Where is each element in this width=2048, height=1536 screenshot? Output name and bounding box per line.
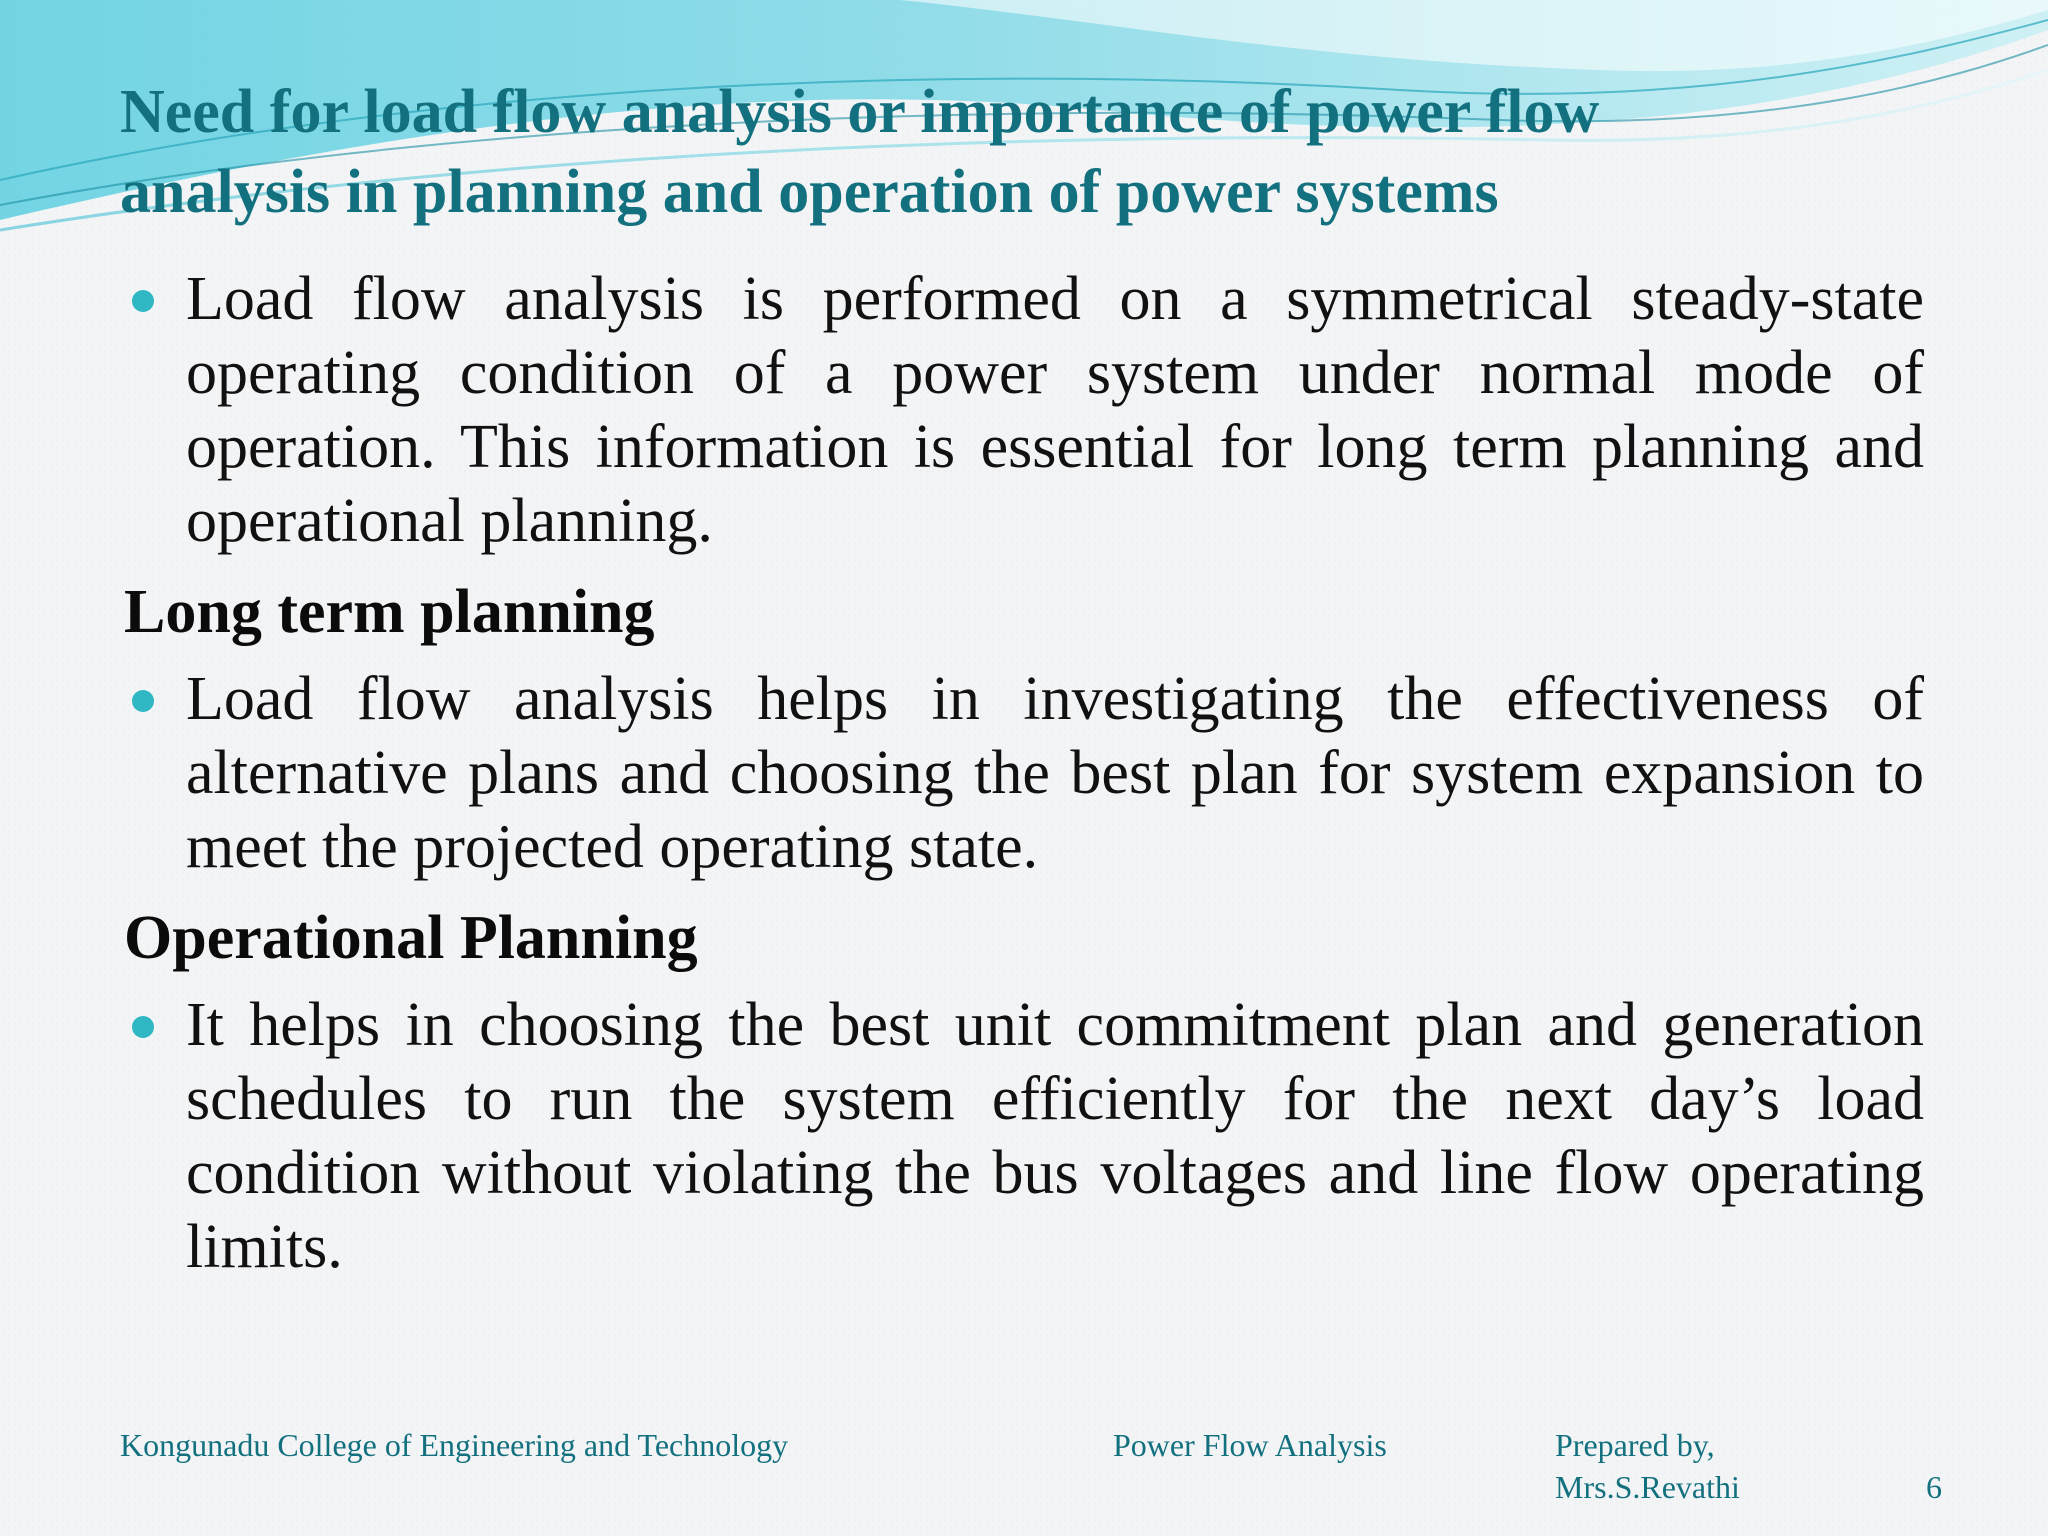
footer-page-number: 6 (1926, 1469, 1942, 1505)
slide-title-line-1: Need for load flow analysis or importance of power flow (120, 78, 1600, 146)
slide-title-line-2: analysis in planning and operation of power systems (120, 158, 1499, 226)
bullet-text: Load flow analysis helps in investigating the effectiveness of alternative plans and choosing the best plan for system expansion to meet the projected operating state. (186, 665, 1924, 881)
footer-author: Mrs.S.Revathi (1555, 1469, 1740, 1505)
bullet-dot-icon (132, 1016, 154, 1038)
bullet-text: It helps in choosing the best unit commitment plan and generation schedules to run the system efficiently for the next day’s load condition without violating the bus voltages and line flow operating limits. (186, 991, 1924, 1281)
footer-prepared-by-label: Prepared by, (1555, 1427, 1715, 1463)
footer-college-name: Kongunadu College of Engineering and Technology (120, 1427, 789, 1463)
bullet-item-operational-planning (124, 988, 1924, 1284)
slide-content (124, 262, 1924, 1284)
bullet-item-long-term-planning (124, 662, 1924, 884)
section-heading-operational-planning: Operational Planning (124, 904, 698, 972)
footer-subject: Power Flow Analysis (1113, 1427, 1387, 1463)
bullet-dot-icon (132, 690, 154, 712)
section-heading-long-term-planning: Long term planning (124, 578, 655, 646)
bullet-item-load-flow-definition (124, 262, 1924, 558)
bullet-text: Load flow analysis is performed on a symmetrical steady-state operating condition of a power system under normal mode of operation. This information is essential for long term planning and operational planning. (186, 265, 1924, 555)
slide-title (120, 72, 1840, 232)
footer-prepared-by (1555, 1424, 1740, 1508)
bullet-dot-icon (132, 290, 154, 312)
